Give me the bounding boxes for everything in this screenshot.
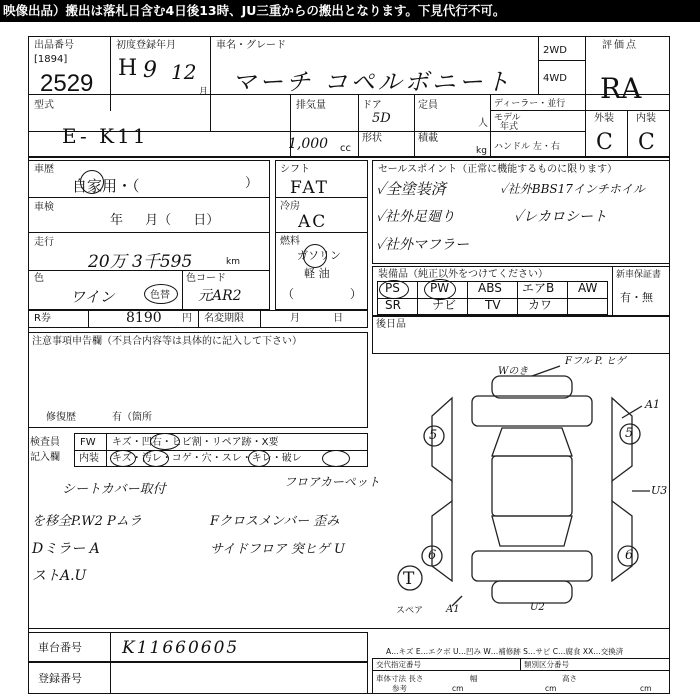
displacement-unit: cc bbox=[340, 143, 351, 154]
footer-sub-5: 高さ bbox=[562, 674, 577, 683]
fuel-alt: 軽 油 bbox=[304, 267, 330, 280]
recycle-label: R券 bbox=[34, 313, 51, 324]
shift-label: シフト bbox=[280, 164, 310, 175]
auction-banner: 映像出品）搬出は落札日含む4日後13時、JU三重からの搬出となります。下見代行不可。 bbox=[0, 0, 700, 22]
model-value: マーチ コペルボニート bbox=[232, 68, 513, 96]
model-year-label: モデル bbox=[494, 113, 521, 123]
dent-circle bbox=[150, 433, 180, 450]
inspector-row1: キズ・凹右・ヒビ割・リペア跡・X要 bbox=[112, 437, 279, 448]
dealer-label: ディーラー・並行 bbox=[494, 99, 566, 109]
diagram-six-left: 6 bbox=[428, 548, 437, 563]
fuel-paren: （ ） bbox=[282, 287, 362, 301]
history-close: ） bbox=[245, 176, 259, 191]
color-label: 色 bbox=[34, 273, 44, 284]
stain-circle bbox=[143, 450, 169, 467]
fuel-value: ガソリン bbox=[297, 249, 341, 262]
equip-navi: ナビ bbox=[432, 298, 457, 312]
shift-value: FAT bbox=[290, 178, 330, 198]
scratch-circle bbox=[110, 450, 136, 467]
equip-pw: PW bbox=[430, 281, 450, 295]
ac-value: AC bbox=[298, 212, 328, 232]
equipment-title: 装備品（純正以外をつけてください） bbox=[378, 269, 548, 280]
capacity-unit: 人 bbox=[478, 118, 488, 129]
type-value: E- K11 bbox=[62, 124, 149, 148]
doors-value: 5D bbox=[372, 111, 391, 126]
inspector-fw: FW bbox=[80, 437, 96, 448]
tear-circle bbox=[322, 450, 350, 467]
interior-grade: C bbox=[638, 130, 655, 155]
model-label: 車名・グレード bbox=[216, 40, 286, 51]
color-value: ワイン bbox=[70, 288, 115, 306]
displacement-value: 1,000 bbox=[288, 136, 329, 152]
load-unit: kg bbox=[476, 146, 487, 156]
diagram-top-2: Fフル P. ヒゲ bbox=[565, 356, 626, 367]
inspector-label-1: 検査員 bbox=[30, 437, 60, 448]
equip-leather: カワ bbox=[528, 298, 553, 312]
hw-line-2: フロアカーペット bbox=[284, 475, 380, 489]
equip-abs: ABS bbox=[478, 281, 502, 295]
color-code-value: 元AR2 bbox=[198, 288, 242, 304]
hw-line-1: シートカバー取付 bbox=[62, 482, 166, 497]
lot-small: [1894] bbox=[34, 54, 68, 65]
exterior-grade: C bbox=[596, 130, 613, 155]
sales-point-5: ✓社外マフラー bbox=[376, 237, 470, 253]
registration-label: 登録番号 bbox=[38, 672, 82, 685]
diagram-top: Wのき bbox=[498, 366, 529, 377]
type-label: 型式 bbox=[34, 100, 54, 111]
diagram-u3: U3 bbox=[651, 484, 668, 497]
damage-legend: A…キズ E…エクボ U…凹み W…補修跡 S…サビ C…腐食 XX…交換済 bbox=[386, 647, 624, 656]
equip-ps: PS bbox=[385, 281, 400, 295]
grade-label: 評価点 bbox=[602, 40, 638, 51]
history-label: 車歴 bbox=[34, 164, 54, 175]
inspection-label: 車検 bbox=[34, 202, 54, 213]
mileage-label: 走行 bbox=[34, 237, 54, 248]
sales-title: セールスポイント（正常に機能するものに限ります） bbox=[378, 164, 618, 175]
new-car-label: 新車保証書 bbox=[616, 270, 662, 280]
equip-aw: AW bbox=[578, 281, 598, 295]
chassis-label: 車台番号 bbox=[38, 641, 82, 654]
diagram-six-right: 6 bbox=[625, 548, 634, 563]
inspection-value: 年 月（ 日） bbox=[110, 213, 220, 228]
after-delivery-box bbox=[372, 316, 670, 354]
fuel-label: 燃料 bbox=[280, 236, 300, 247]
diagram-five-left: 5 bbox=[429, 428, 438, 443]
history-circle bbox=[80, 170, 104, 194]
footer-cm-2: cm bbox=[545, 684, 557, 693]
repair-label: 修復歴 bbox=[46, 412, 76, 423]
doors-label: ドア bbox=[362, 100, 382, 111]
hw-line-5: Dミラー A bbox=[32, 541, 100, 557]
recycle-value: 8190 bbox=[126, 310, 162, 326]
fuel-circle bbox=[303, 244, 327, 268]
first-reg-label: 初度登録年月 bbox=[116, 40, 176, 51]
ps-circle bbox=[379, 280, 409, 299]
name-change-label: 名変期限 bbox=[204, 313, 244, 324]
hw-line-3: を移全P.W2 Pムラ bbox=[32, 514, 142, 529]
handle-label: ハンドル 左・右 bbox=[494, 142, 560, 152]
diagram-u2: U2 bbox=[530, 602, 545, 613]
pw-circle bbox=[424, 279, 456, 300]
grade-value: RA bbox=[600, 72, 642, 105]
diagram-a1-bottom: A1 bbox=[446, 604, 460, 615]
displacement-label: 排気量 bbox=[296, 100, 326, 111]
equip-tv: TV bbox=[485, 298, 501, 312]
sales-point-1: ✓全塗装済 bbox=[376, 180, 446, 198]
chassis-value: K11660605 bbox=[122, 638, 240, 658]
new-car-value: 有・無 bbox=[620, 291, 653, 304]
ac-label: 冷房 bbox=[280, 201, 300, 212]
footer-cm-3: cm bbox=[640, 684, 652, 693]
year-label: 年式 bbox=[500, 122, 519, 132]
capacity-label: 定員 bbox=[418, 100, 438, 111]
color-change: 色替 bbox=[150, 290, 170, 301]
history-value: 自家用・（ bbox=[72, 177, 140, 195]
footer-sub-4: 幅 bbox=[470, 674, 478, 683]
sales-point-4: ✓レカロシート bbox=[514, 209, 608, 225]
recycle-unit: 円 bbox=[182, 313, 192, 324]
wear-circle bbox=[248, 450, 270, 467]
car-damage-diagram bbox=[392, 356, 672, 626]
wd-4: 4WD bbox=[543, 73, 567, 84]
color-change-circle bbox=[144, 284, 178, 304]
interior-label: 内装 bbox=[636, 113, 656, 124]
lot-label: 出品番号 bbox=[34, 40, 74, 51]
lot-number: 2529 bbox=[40, 70, 94, 97]
first-reg-month: 12 bbox=[171, 60, 197, 84]
equip-sr: SR bbox=[385, 298, 401, 312]
color-code-label: 色コード bbox=[186, 273, 226, 284]
notes-title: 注意事項申告欄（不具合内容等は具体的に記入して下さい） bbox=[32, 336, 302, 347]
first-reg-month-unit: 月 bbox=[199, 87, 209, 97]
shape-label: 形状 bbox=[362, 133, 382, 144]
inspector-label-2: 記入欄 bbox=[30, 452, 60, 463]
equip-airbag: エアB bbox=[522, 281, 555, 295]
after-label: 後日品 bbox=[376, 319, 406, 330]
hw-line-7: ストA.U bbox=[32, 568, 87, 584]
first-reg-era: H bbox=[118, 56, 138, 81]
inspector-interior: 内装 bbox=[79, 453, 99, 464]
footer-sub-3: 車体寸法 長さ bbox=[376, 674, 424, 683]
footer-cm-1: cm bbox=[452, 684, 464, 693]
sales-point-3: ✓社外足廻り bbox=[376, 209, 456, 225]
sales-point-2: ✓社外BBS17インチホイル bbox=[500, 182, 645, 196]
footer-ref-1: 参考 bbox=[392, 684, 407, 693]
hw-line-4: Fクロスメンバー 歪み bbox=[210, 514, 340, 529]
first-reg-year: 9 bbox=[143, 58, 157, 83]
inspector-row2: キズ・汚レ・コゲ・穴・スレ・キレ・破レ bbox=[112, 453, 302, 464]
footer-sub-2: 類別区分番号 bbox=[524, 660, 569, 669]
footer-sub-1: 交代指定番号 bbox=[376, 660, 421, 669]
spare-mark: T bbox=[403, 569, 415, 589]
hw-line-6: サイドフロア 突ヒゲ U bbox=[210, 542, 345, 557]
exterior-label: 外装 bbox=[594, 113, 614, 124]
diagram-a1: A1 bbox=[645, 398, 660, 411]
load-label: 積載 bbox=[418, 133, 438, 144]
mileage-value: 20万 3千595 bbox=[88, 252, 193, 272]
diagram-five-right: 5 bbox=[625, 426, 634, 441]
mileage-unit: km bbox=[226, 257, 240, 267]
repair-value: 有（箇所 bbox=[112, 412, 152, 423]
name-change-value: 月 日 bbox=[290, 313, 344, 324]
wd-2: 2WD bbox=[543, 45, 567, 56]
spare-label: スペア bbox=[396, 606, 424, 616]
